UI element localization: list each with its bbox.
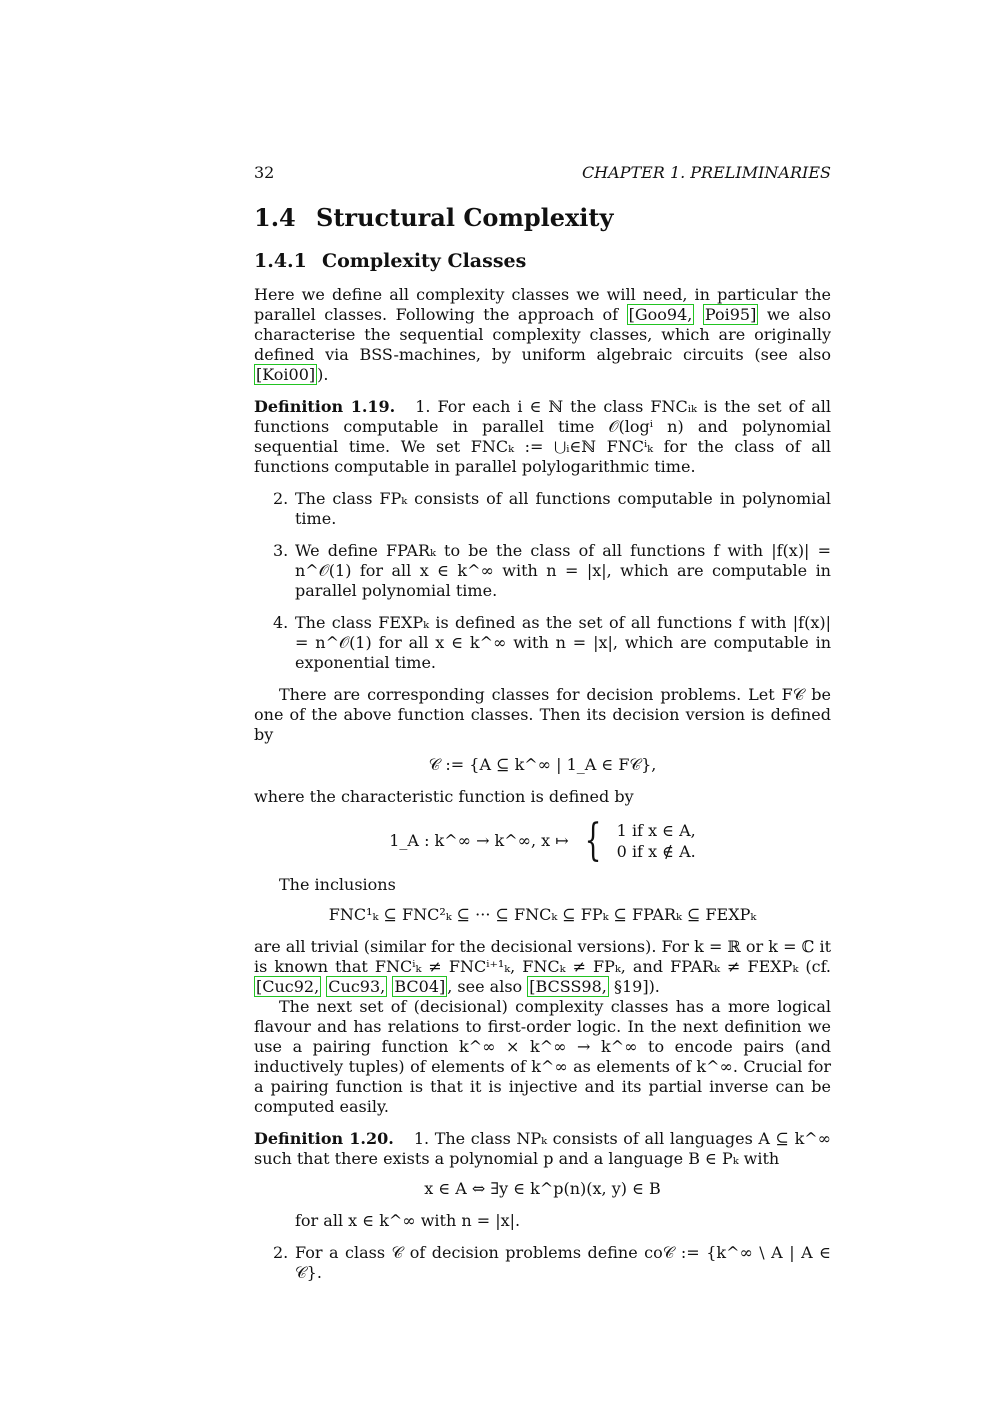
def120-item-2-number: 2.	[273, 1243, 289, 1262]
paragraph-inclusions: The inclusions	[279, 875, 396, 894]
def120-item-1-after	[254, 1211, 831, 1231]
paragraph-trivial	[254, 937, 831, 997]
def120-item-1-text: The class NPₖ consists of all languages A ⊆ k^∞ such that there exists a polynomial p and a language B ∈ Pₖ with	[254, 1129, 832, 1168]
citation-bcss98[interactable]: [BCSS98,	[529, 977, 607, 996]
subsection-title: Complexity Classes	[322, 250, 527, 272]
def120-after-text: for all x ∈ k^∞ with n = |x|.	[295, 1211, 521, 1230]
citation-cuc93[interactable]: Cuc93,	[328, 977, 386, 996]
def119-item-2-number: 2.	[273, 489, 289, 508]
def119-item-1-number: 1.	[415, 397, 431, 416]
trivial-text-1: are all trivial (similar for the decisional versions). For k = ℝ or k = ℂ it is known that FNCⁱₖ ≠ FNCⁱ⁺¹ₖ, FNCₖ ≠ FPₖ, and FPARₖ ≠ FEXPₖ (cf.	[254, 937, 831, 976]
paragraph-next: The next set of (decisional) complexity classes has a more logical flavour and has relations to first-order logic. In the next definition we use a pairing function k^∞ × k^∞ → k^∞ to encode pairs (and inductively tuples) of elements of k^∞ as elements of k^∞. Crucial for a pairing function is that it is injective and its partial inverse can be computed easily.	[254, 997, 831, 1116]
def119-item-4-text: The class FEXPₖ is defined as the set of all functions f with |f(x)| = n^𝒪(1) for all x ∈ k^∞ with n = |x|, which are computable in exponential time.	[295, 613, 831, 672]
trivial-text-3: §19]).	[608, 977, 660, 996]
definition-1-20	[254, 1129, 831, 1283]
section-heading	[254, 203, 831, 233]
def120-item-1-number: 1.	[413, 1129, 430, 1148]
paragraph-characteristic: where the characteristic function is defined by	[254, 787, 634, 806]
eq-char-lhs: 1_A : k^∞ → k^∞, x ↦	[389, 831, 569, 850]
citation-poi95[interactable]: Poi95]	[704, 305, 757, 324]
def120-equation: x ∈ A ⇔ ∃y ∈ k^p(n)(x, y) ∈ B	[424, 1179, 661, 1198]
eq-char-cases	[617, 820, 696, 862]
paragraph-corresponding: There are corresponding classes for decision problems. Let F𝒞 be one of the above function classes. Then its decision version is defined by	[254, 685, 831, 744]
def119-item-1-text: For each i ∈ ℕ the class FNCᵢₖ is the set of all functions computable in parallel time 𝒪(logⁱ n) and polynomial sequential time. We set FNCₖ := ⋃ᵢ∈ℕ FNCⁱₖ for the class of all functions computable in parallel polylogarithmic time.	[254, 397, 831, 476]
def119-item-3	[254, 541, 831, 601]
def120-item-2-text: For a class 𝒞 of decision problems define co𝒞 := {k^∞ \ A | A ∈ 𝒞}.	[295, 1243, 831, 1282]
citation-koi00[interactable]: [Koi00]	[256, 365, 316, 384]
equation-decision: 𝒞 := {A ⊆ k^∞ | 1_A ∈ F𝒞},	[428, 755, 657, 774]
def119-item-4	[254, 613, 831, 673]
equation-inclusions: FNC¹ₖ ⊆ FNC²ₖ ⊆ ··· ⊆ FNCₖ ⊆ FPₖ ⊆ FPARₖ ⊆ FEXPₖ	[328, 905, 757, 924]
intro-paragraph	[254, 285, 831, 385]
page-number: 32	[254, 163, 275, 182]
def119-item-2	[254, 489, 831, 529]
equation-characteristic	[254, 815, 831, 866]
citation-cuc92[interactable]: [Cuc92,	[256, 977, 320, 996]
left-brace: {	[584, 815, 602, 866]
def119-item-4-number: 4.	[273, 613, 289, 632]
citation-bc04[interactable]: BC04]	[394, 977, 446, 996]
trivial-text-2: , see also	[447, 977, 528, 996]
chapter-title: CHAPTER 1. PRELIMINARIES	[581, 163, 831, 182]
def119-item-2-text: The class FPₖ consists of all functions computable in polynomial time.	[295, 489, 831, 528]
intro-text-1: Here we define all complexity classes we will need, in particular the parallel classes. Following the approach of	[254, 285, 831, 324]
def120-item-2	[254, 1243, 831, 1283]
def119-item-3-number: 3.	[273, 541, 289, 560]
intro-text-2: we also characterise the sequential complexity classes, which are originally defined via BSS-machines, by uniform algebraic circuits (see also	[254, 305, 831, 364]
section-number: 1.4	[254, 203, 296, 232]
def120-item-1	[254, 1129, 831, 1169]
def119-item-1	[254, 397, 831, 477]
eq-char-case-2: 0 if x ∉ A.	[616, 842, 696, 861]
subsection-heading	[254, 249, 831, 273]
def119-item-3-text: We define FPARₖ to be the class of all functions f with |f(x)| = n^𝒪(1) for all x ∈ k^∞ with n = |x|, which are computable in parallel polynomial time.	[295, 541, 831, 600]
content	[254, 203, 831, 1295]
def119-label: Definition 1.19.	[254, 397, 396, 416]
definition-1-19	[254, 397, 831, 673]
subsection-number: 1.4.1	[254, 250, 307, 272]
section-title: Structural Complexity	[316, 203, 614, 232]
intro-text-3: ).	[317, 365, 329, 384]
def120-label: Definition 1.20.	[254, 1129, 394, 1148]
citation-goo94[interactable]: [Goo94,	[628, 305, 693, 324]
eq-char-case-1: 1 if x ∈ A,	[616, 821, 696, 840]
